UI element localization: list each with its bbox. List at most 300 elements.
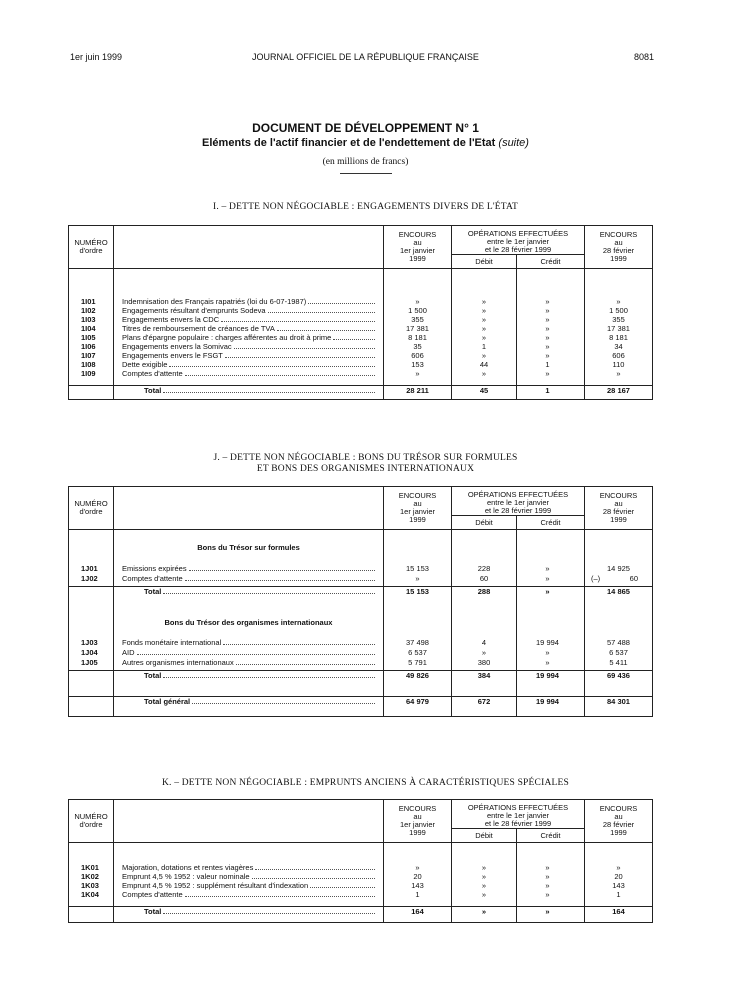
spacer-cell bbox=[69, 269, 114, 297]
dot-leader bbox=[333, 333, 375, 340]
spacer-cell bbox=[517, 552, 585, 564]
row-encours-fevrier: » bbox=[585, 297, 653, 306]
row-label bbox=[114, 872, 384, 881]
row-debit: » bbox=[452, 369, 517, 378]
row-label bbox=[114, 306, 384, 315]
row-credit: » bbox=[517, 351, 585, 360]
spacer-cell bbox=[452, 605, 517, 627]
row-label-text: Emprunt 4,5 % 1952 : supplément résultant d'indexation bbox=[122, 880, 309, 890]
row-credit: » bbox=[517, 587, 585, 605]
spacer-cell bbox=[114, 378, 384, 386]
row-debit: » bbox=[452, 351, 517, 360]
table-row bbox=[69, 315, 653, 324]
row-label bbox=[114, 386, 384, 400]
row-debit: » bbox=[452, 333, 517, 342]
row-encours-fevrier: 20 bbox=[585, 872, 653, 881]
row-debit: 44 bbox=[452, 360, 517, 369]
table-row bbox=[69, 324, 653, 333]
row-label bbox=[114, 297, 384, 306]
dot-leader bbox=[163, 671, 375, 678]
header-operations-line: et le 28 février 1999 bbox=[484, 506, 552, 515]
row-code: 1I09 bbox=[81, 368, 96, 378]
row-label-text: Fonds monétaire international bbox=[122, 637, 222, 647]
table-row bbox=[69, 306, 653, 315]
header-encours-janvier-line: ENCOURS bbox=[398, 230, 437, 239]
row-label bbox=[114, 890, 384, 899]
row-encours-janvier: 143 bbox=[384, 881, 452, 890]
row-label-leader bbox=[122, 872, 377, 881]
row-debit: 380 bbox=[452, 658, 517, 668]
row-label-text: Titres de remboursement de créances de TVA bbox=[122, 323, 275, 333]
total-row bbox=[69, 386, 653, 400]
row-code: 1K02 bbox=[81, 871, 99, 881]
dot-leader bbox=[185, 890, 375, 897]
row-label-text: Engagements envers la Somivac bbox=[122, 341, 232, 351]
row-label bbox=[114, 697, 384, 717]
spacer-cell bbox=[114, 899, 384, 907]
row-label-text: Engagements résultant d'emprunts Sodeva bbox=[122, 305, 266, 315]
spacer-row bbox=[69, 843, 653, 863]
row-label-text: Plans d'épargne populaire : charges afférentes au droit à prime bbox=[122, 332, 332, 342]
spacer-cell bbox=[585, 552, 653, 564]
row-code: 1K03 bbox=[81, 880, 99, 890]
header-debit: Débit bbox=[452, 829, 517, 843]
header-encours-fevrier-line: 28 février bbox=[602, 507, 635, 516]
header-credit: Crédit bbox=[517, 516, 585, 530]
row-label-leader bbox=[122, 638, 377, 647]
row-credit: » bbox=[517, 306, 585, 315]
header-encours-janvier-line: 1er janvier bbox=[399, 507, 436, 516]
dot-leader bbox=[185, 574, 375, 581]
row-encours-fevrier: 164 bbox=[585, 907, 653, 923]
header-numero-label: NUMÉRO bbox=[74, 499, 108, 508]
row-encours-janvier: 1 bbox=[384, 890, 452, 899]
header-encours-fevrier-line: 28 février bbox=[602, 820, 635, 829]
row-debit: 60 bbox=[452, 574, 517, 584]
spacer-cell bbox=[452, 378, 517, 386]
row-label bbox=[114, 881, 384, 890]
spacer-row bbox=[69, 627, 653, 638]
section-k-heading: K. – DETTE NON NÉGOCIABLE : EMPRUNTS ANCIENS À CARACTÉRISTIQUES SPÉCIALES bbox=[161, 778, 569, 788]
row-debit: 288 bbox=[452, 587, 517, 605]
section-i-heading: I. – DETTE NON NÉGOCIABLE : ENGAGEMENTS DIVERS DE L'ÉTAT bbox=[212, 202, 519, 212]
spacer-cell bbox=[114, 627, 384, 638]
header-encours-fevrier-line: au bbox=[614, 499, 623, 508]
row-encours-janvier: 15 153 bbox=[384, 564, 452, 574]
row-encours-janvier: » bbox=[384, 297, 452, 306]
row-encours-janvier: » bbox=[384, 369, 452, 378]
spacer-cell bbox=[517, 269, 585, 297]
table-row bbox=[69, 890, 653, 899]
row-debit: » bbox=[452, 306, 517, 315]
row-label-leader bbox=[144, 907, 377, 916]
row-label bbox=[114, 315, 384, 324]
spacer-cell bbox=[585, 378, 653, 386]
row-label bbox=[114, 648, 384, 658]
row-code: 1I05 bbox=[81, 332, 96, 342]
negative-amount: 60 bbox=[629, 573, 638, 583]
spacer-cell bbox=[517, 627, 585, 638]
header-operations-line: OPÉRATIONS EFFECTUÉES bbox=[467, 229, 569, 238]
row-label-text: Indemnisation des Français rapatriés (loi du 6-07-1987) bbox=[122, 296, 307, 306]
spacer-cell bbox=[384, 627, 452, 638]
row-label bbox=[114, 587, 384, 605]
dot-leader bbox=[189, 564, 375, 571]
header-encours-janvier bbox=[384, 226, 452, 269]
row-encours-fevrier: 14 925 bbox=[585, 564, 653, 574]
row-label-leader bbox=[122, 369, 377, 378]
row-encours-fevrier: 69 436 bbox=[585, 671, 653, 691]
row-encours-fevrier: 606 bbox=[585, 351, 653, 360]
dot-leader bbox=[163, 386, 375, 393]
row-encours-janvier: 35 bbox=[384, 342, 452, 351]
spacer-cell bbox=[452, 269, 517, 297]
row-encours-janvier: 6 537 bbox=[384, 648, 452, 658]
dot-leader bbox=[268, 306, 375, 313]
row-encours-fevrier: 5 411 bbox=[585, 658, 653, 668]
row-label-text: Comptes d'attente bbox=[122, 368, 183, 378]
row-debit: 4 bbox=[452, 638, 517, 648]
row-encours-janvier: 153 bbox=[384, 360, 452, 369]
table-row bbox=[69, 863, 653, 872]
spacer-cell bbox=[384, 269, 452, 297]
group-title: Bons du Trésor sur formules bbox=[114, 530, 384, 552]
row-encours-janvier: 64 979 bbox=[384, 697, 452, 717]
spacer-cell bbox=[585, 530, 653, 552]
grand-total-row bbox=[69, 697, 653, 717]
negative-value bbox=[585, 574, 652, 583]
spacer-cell bbox=[585, 627, 653, 638]
spacer-cell bbox=[69, 378, 114, 386]
header-numero-label: NUMÉRO bbox=[74, 238, 108, 247]
header-operations bbox=[452, 800, 585, 829]
header-encours-janvier-line: 1er janvier bbox=[399, 820, 436, 829]
row-credit: » bbox=[517, 890, 585, 899]
spacer-cell bbox=[384, 378, 452, 386]
row-encours-fevrier: 17 381 bbox=[585, 324, 653, 333]
row-encours-fevrier: » bbox=[585, 369, 653, 378]
row-label-text: Majoration, dotations et rentes viagères bbox=[122, 862, 254, 872]
row-encours-janvier: » bbox=[384, 574, 452, 584]
row-credit: 19 994 bbox=[517, 697, 585, 717]
table-row bbox=[69, 351, 653, 360]
dot-leader bbox=[163, 907, 375, 914]
row-credit: » bbox=[517, 863, 585, 872]
spacer-cell bbox=[452, 627, 517, 638]
header-encours-janvier-line: ENCOURS bbox=[398, 491, 437, 500]
row-debit: » bbox=[452, 648, 517, 658]
row-label-leader bbox=[122, 564, 377, 573]
row-code: 1I03 bbox=[81, 314, 96, 324]
row-credit: 1 bbox=[517, 386, 585, 400]
dot-leader bbox=[221, 315, 375, 322]
header-numero bbox=[69, 800, 114, 843]
row-credit: » bbox=[517, 574, 585, 584]
spacer-cell bbox=[517, 605, 585, 627]
row-encours-janvier: 28 211 bbox=[384, 386, 452, 400]
spacer-row bbox=[69, 899, 653, 907]
row-label-leader bbox=[144, 697, 377, 706]
row-label-text: Comptes d'attente bbox=[122, 573, 183, 583]
row-encours-fevrier: » bbox=[585, 863, 653, 872]
spacer-row bbox=[69, 378, 653, 386]
row-label-leader bbox=[122, 351, 377, 360]
header-ordre-label: d'ordre bbox=[79, 246, 103, 255]
row-label-text: Total bbox=[144, 671, 162, 680]
spacer-cell bbox=[69, 899, 114, 907]
row-code bbox=[69, 587, 114, 605]
header-credit: Crédit bbox=[517, 255, 585, 269]
row-debit: 384 bbox=[452, 671, 517, 691]
row-credit: » bbox=[517, 369, 585, 378]
row-label bbox=[114, 863, 384, 872]
row-encours-fevrier bbox=[585, 574, 653, 584]
spacer-cell bbox=[384, 605, 452, 627]
header-numero bbox=[69, 487, 114, 530]
table-section-j bbox=[68, 486, 653, 717]
row-code: 1I01 bbox=[81, 296, 96, 306]
dot-leader bbox=[163, 587, 375, 594]
dot-leader bbox=[223, 638, 375, 645]
header-operations bbox=[452, 487, 585, 516]
spacer-cell bbox=[384, 899, 452, 907]
row-label bbox=[114, 574, 384, 584]
spacer-cell bbox=[69, 552, 114, 564]
row-credit: » bbox=[517, 881, 585, 890]
header-label-blank bbox=[114, 487, 384, 530]
row-debit: » bbox=[452, 315, 517, 324]
header-operations-line: entre le 1er janvier bbox=[486, 498, 550, 507]
row-debit: 672 bbox=[452, 697, 517, 717]
header-operations-line: et le 28 février 1999 bbox=[484, 819, 552, 828]
row-code bbox=[69, 907, 114, 923]
header-page-number: 8081 bbox=[634, 52, 655, 62]
header-encours-fevrier-line: 1999 bbox=[610, 254, 627, 263]
row-encours-fevrier: 1 bbox=[585, 890, 653, 899]
header-encours-fevrier-line: ENCOURS bbox=[599, 804, 638, 813]
table-row bbox=[69, 574, 653, 584]
spacer-cell bbox=[585, 605, 653, 627]
row-encours-janvier: 1 500 bbox=[384, 306, 452, 315]
header-encours-janvier-line: 1er janvier bbox=[399, 246, 436, 255]
table-row bbox=[69, 360, 653, 369]
spacer-cell bbox=[517, 843, 585, 863]
row-label-leader bbox=[122, 648, 377, 657]
dot-leader bbox=[255, 863, 375, 870]
header-numero bbox=[69, 226, 114, 269]
spacer-cell bbox=[452, 843, 517, 863]
header-encours-janvier bbox=[384, 800, 452, 843]
row-label-text: AID bbox=[122, 647, 135, 657]
table-row bbox=[69, 881, 653, 890]
row-encours-fevrier: 355 bbox=[585, 315, 653, 324]
row-debit: » bbox=[452, 890, 517, 899]
header-credit: Crédit bbox=[517, 829, 585, 843]
header-encours-janvier-line: au bbox=[413, 812, 422, 821]
row-label-leader bbox=[122, 306, 377, 315]
row-label-leader bbox=[144, 386, 377, 395]
row-encours-janvier: 15 153 bbox=[384, 587, 452, 605]
header-debit: Débit bbox=[452, 516, 517, 530]
row-label-leader bbox=[122, 890, 377, 899]
row-label-leader bbox=[144, 671, 377, 680]
spacer-cell bbox=[384, 843, 452, 863]
spacer-cell bbox=[384, 530, 452, 552]
row-code: 1I02 bbox=[81, 305, 96, 315]
row-debit: » bbox=[452, 881, 517, 890]
spacer-cell bbox=[585, 843, 653, 863]
row-code: 1J03 bbox=[81, 637, 98, 647]
dot-leader bbox=[236, 658, 375, 665]
header-encours-fevrier-line: 1999 bbox=[610, 515, 627, 524]
table-header-row bbox=[69, 487, 653, 516]
row-encours-fevrier: 57 488 bbox=[585, 638, 653, 648]
header-date: 1er juin 1999 bbox=[70, 52, 123, 62]
spacer-cell bbox=[69, 605, 114, 627]
row-encours-janvier: 355 bbox=[384, 315, 452, 324]
spacer-cell bbox=[452, 899, 517, 907]
header-encours-fevrier bbox=[585, 226, 653, 269]
group-title-row bbox=[69, 530, 653, 552]
row-label-text: Emissions expirées bbox=[122, 563, 187, 573]
header-encours-janvier-line: 1999 bbox=[409, 254, 426, 263]
dot-leader bbox=[192, 697, 375, 704]
header-encours-fevrier-line: au bbox=[614, 812, 623, 821]
row-encours-fevrier: 110 bbox=[585, 360, 653, 369]
table-row bbox=[69, 564, 653, 574]
header-debit: Débit bbox=[452, 255, 517, 269]
header-numero-label: NUMÉRO bbox=[74, 812, 108, 821]
dot-leader bbox=[308, 297, 375, 304]
row-label-leader bbox=[122, 574, 377, 583]
header-encours-janvier-line: 1999 bbox=[409, 515, 426, 524]
header-encours-fevrier-line: ENCOURS bbox=[599, 491, 638, 500]
row-debit: 1 bbox=[452, 342, 517, 351]
row-debit: » bbox=[452, 872, 517, 881]
spacer-cell bbox=[585, 269, 653, 297]
document-subtitle: Eléments de l'actif financier et de l'endettement de l'Etat (suite) bbox=[202, 137, 529, 149]
row-label-leader bbox=[122, 360, 377, 369]
header-operations-line: entre le 1er janvier bbox=[486, 811, 550, 820]
row-encours-janvier: 164 bbox=[384, 907, 452, 923]
row-encours-janvier: 5 791 bbox=[384, 658, 452, 668]
row-credit: » bbox=[517, 333, 585, 342]
spacer-cell bbox=[384, 552, 452, 564]
dot-leader bbox=[225, 351, 375, 358]
header-encours-fevrier-line: ENCOURS bbox=[599, 230, 638, 239]
row-code: 1I06 bbox=[81, 341, 96, 351]
row-label bbox=[114, 369, 384, 378]
row-credit: 1 bbox=[517, 360, 585, 369]
header-encours-fevrier-line: 1999 bbox=[610, 828, 627, 837]
header-encours-janvier-line: ENCOURS bbox=[398, 804, 437, 813]
row-code: 1J01 bbox=[81, 563, 98, 573]
row-credit: » bbox=[517, 907, 585, 923]
row-debit: » bbox=[452, 297, 517, 306]
row-label-text: Engagements envers la CDC bbox=[122, 314, 220, 324]
spacer-cell bbox=[517, 378, 585, 386]
row-label-text: Dette exigible bbox=[122, 359, 168, 369]
row-label-leader bbox=[122, 315, 377, 324]
row-encours-janvier: » bbox=[384, 863, 452, 872]
row-label-leader bbox=[122, 342, 377, 351]
spacer-cell bbox=[114, 552, 384, 564]
dot-leader bbox=[169, 360, 375, 367]
header-encours-fevrier-line: au bbox=[614, 238, 623, 247]
header-journal: JOURNAL OFFICIEL DE LA RÉPUBLIQUE FRANÇAISE bbox=[252, 52, 479, 62]
spacer-cell bbox=[69, 530, 114, 552]
header-label-blank bbox=[114, 226, 384, 269]
row-encours-fevrier: 143 bbox=[585, 881, 653, 890]
row-encours-fevrier: 84 301 bbox=[585, 697, 653, 717]
row-label-text: Engagements envers le FSGT bbox=[122, 350, 223, 360]
negative-sign: (–) bbox=[591, 573, 601, 583]
row-label-leader bbox=[122, 324, 377, 333]
row-encours-fevrier: 28 167 bbox=[585, 386, 653, 400]
row-label bbox=[114, 671, 384, 691]
spacer-cell bbox=[517, 899, 585, 907]
header-operations-line: OPÉRATIONS EFFECTUÉES bbox=[467, 490, 569, 499]
row-debit: » bbox=[452, 863, 517, 872]
spacer-cell bbox=[452, 552, 517, 564]
header-encours-fevrier bbox=[585, 487, 653, 530]
dot-leader bbox=[234, 342, 375, 349]
row-encours-janvier: 49 826 bbox=[384, 671, 452, 691]
spacer-row bbox=[69, 552, 653, 564]
row-debit: » bbox=[452, 324, 517, 333]
row-label bbox=[114, 342, 384, 351]
header-ordre-label: d'ordre bbox=[79, 820, 103, 829]
row-code bbox=[69, 386, 114, 400]
row-encours-janvier: 37 498 bbox=[384, 638, 452, 648]
header-encours-fevrier bbox=[585, 800, 653, 843]
row-label-text: Autres organismes internationaux bbox=[122, 657, 234, 667]
spacer-cell bbox=[69, 843, 114, 863]
table-row bbox=[69, 342, 653, 351]
row-label bbox=[114, 907, 384, 923]
spacer-cell bbox=[517, 530, 585, 552]
row-encours-fevrier: 14 865 bbox=[585, 587, 653, 605]
row-label-text: Comptes d'attente bbox=[122, 889, 183, 899]
table-row bbox=[69, 638, 653, 648]
title-rule bbox=[340, 173, 392, 174]
table-header-row bbox=[69, 800, 653, 829]
table-row bbox=[69, 333, 653, 342]
row-credit: 19 994 bbox=[517, 671, 585, 691]
header-label-blank bbox=[114, 800, 384, 843]
row-label-text: Total bbox=[144, 587, 162, 596]
header-ordre-label: d'ordre bbox=[79, 507, 103, 516]
spacer-row bbox=[69, 269, 653, 297]
spacer-cell bbox=[452, 530, 517, 552]
row-credit: » bbox=[517, 648, 585, 658]
row-code: 1I07 bbox=[81, 350, 96, 360]
header-encours-janvier-line: au bbox=[413, 238, 422, 247]
header-operations bbox=[452, 226, 585, 255]
group-title-row bbox=[69, 605, 653, 627]
table-row bbox=[69, 658, 653, 668]
row-code bbox=[69, 697, 114, 717]
row-label-text: Total bbox=[144, 386, 162, 395]
row-debit: 45 bbox=[452, 386, 517, 400]
row-credit: » bbox=[517, 342, 585, 351]
row-code: 1I04 bbox=[81, 323, 96, 333]
row-label-leader bbox=[122, 297, 377, 306]
section-j-heading: J. – DETTE NON NÉGOCIABLE : BONS DU TRÉSOR SUR FORMULES ET BONS DES ORGANISMES INTERNATIONAUX bbox=[213, 453, 518, 474]
row-credit: 19 994 bbox=[517, 638, 585, 648]
table-row bbox=[69, 297, 653, 306]
row-label bbox=[114, 638, 384, 648]
